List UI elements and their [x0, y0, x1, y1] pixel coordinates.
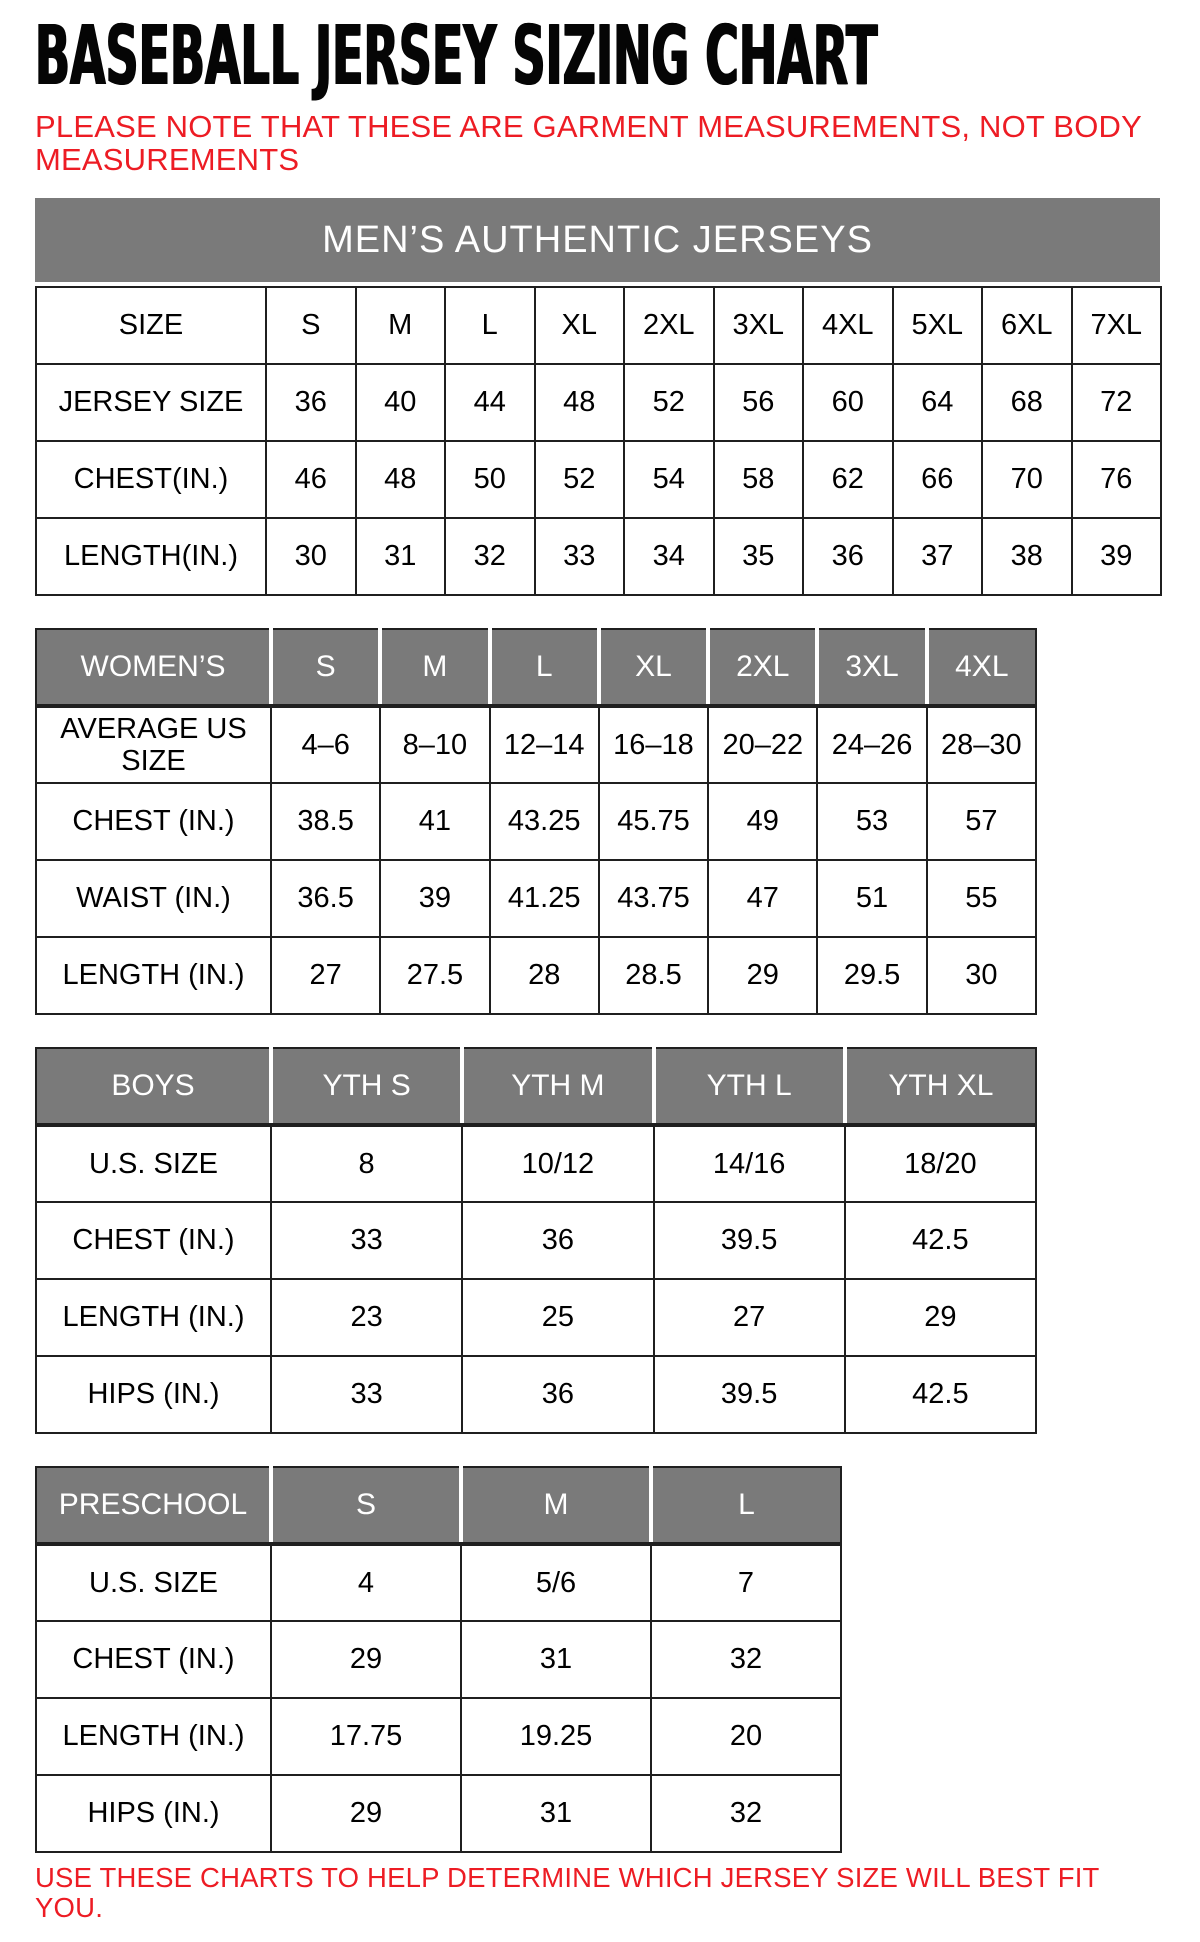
womens-header-cell: S [271, 629, 380, 706]
mens-value-cell: 2XL [624, 287, 714, 364]
womens-header-cell: 2XL [708, 629, 817, 706]
mens-value-cell: XL [535, 287, 625, 364]
preschool-header-row [36, 1467, 841, 1544]
mens-row-label: CHEST(IN.) [36, 441, 266, 518]
mens-value-cell: 76 [1072, 441, 1162, 518]
mens-value-cell: 4XL [803, 287, 893, 364]
mens-banner-title: MEN’S AUTHENTIC JERSEYS [322, 218, 873, 261]
mens-value-cell: 58 [714, 441, 804, 518]
mens-value-cell: 72 [1072, 364, 1162, 441]
mens-sizing-table [35, 286, 1162, 596]
womens-value-cell: 28.5 [599, 937, 708, 1014]
preschool-row-label: LENGTH (IN.) [36, 1698, 271, 1775]
mens-value-cell: L [445, 287, 535, 364]
boys-header-cell: YTH L [654, 1048, 845, 1125]
womens-value-cell: 49 [708, 783, 817, 860]
boys-value-cell: 18/20 [845, 1125, 1036, 1202]
mens-value-cell: 36 [266, 364, 356, 441]
garment-measurements-note [35, 110, 1165, 176]
boys-row [36, 1125, 1036, 1202]
mens-value-cell: 36 [803, 518, 893, 595]
mens-row [36, 518, 1161, 595]
womens-value-cell: 41 [380, 783, 489, 860]
mens-value-cell: 64 [893, 364, 983, 441]
mens-value-cell: 34 [624, 518, 714, 595]
mens-value-cell: 56 [714, 364, 804, 441]
womens-value-cell: 27 [271, 937, 380, 1014]
womens-row [36, 860, 1036, 937]
womens-value-cell: 55 [927, 860, 1036, 937]
mens-value-cell: 32 [445, 518, 535, 595]
preschool-row-label: HIPS (IN.) [36, 1775, 271, 1852]
womens-value-cell: 29 [708, 937, 817, 1014]
boys-row [36, 1356, 1036, 1433]
mens-value-cell: M [356, 287, 446, 364]
mens-value-cell: 46 [266, 441, 356, 518]
mens-row [36, 441, 1161, 518]
womens-row-label: AVERAGE US SIZE [36, 706, 271, 783]
womens-value-cell: 45.75 [599, 783, 708, 860]
mens-row-label: JERSEY SIZE [36, 364, 266, 441]
womens-value-cell: 20–22 [708, 706, 817, 783]
mens-value-cell: 38 [982, 518, 1072, 595]
boys-row-label: U.S. SIZE [36, 1125, 271, 1202]
preschool-table-section [35, 1466, 1165, 1853]
boys-value-cell: 36 [462, 1356, 653, 1433]
womens-value-cell: 28–30 [927, 706, 1036, 783]
womens-value-cell: 47 [708, 860, 817, 937]
boys-row [36, 1202, 1036, 1279]
womens-value-cell: 12–14 [490, 706, 599, 783]
womens-row-label: LENGTH (IN.) [36, 937, 271, 1014]
boys-header-cell: YTH XL [845, 1048, 1036, 1125]
boys-value-cell: 8 [271, 1125, 462, 1202]
womens-value-cell: 16–18 [599, 706, 708, 783]
boys-value-cell: 10/12 [462, 1125, 653, 1202]
mens-value-cell: 31 [356, 518, 446, 595]
mens-value-cell: 39 [1072, 518, 1162, 595]
mens-value-cell: 68 [982, 364, 1072, 441]
womens-row [36, 937, 1036, 1014]
page-title: BASEBALL JERSEY SIZING CHART [35, 9, 878, 104]
mens-value-cell: 33 [535, 518, 625, 595]
womens-sizing-table [35, 628, 1037, 1015]
boys-row-label: CHEST (IN.) [36, 1202, 271, 1279]
mens-value-cell: 60 [803, 364, 893, 441]
preschool-row [36, 1621, 841, 1698]
womens-value-cell: 28 [490, 937, 599, 1014]
boys-row [36, 1279, 1036, 1356]
mens-value-cell: S [266, 287, 356, 364]
preschool-value-cell: 31 [461, 1621, 651, 1698]
womens-value-cell: 27.5 [380, 937, 489, 1014]
boys-header-label: BOYS [36, 1048, 271, 1125]
title-row [35, 9, 1165, 104]
boys-table-section [35, 1047, 1165, 1434]
boys-value-cell: 33 [271, 1202, 462, 1279]
womens-row [36, 706, 1036, 783]
preschool-header-label: PRESCHOOL [36, 1467, 271, 1544]
boys-value-cell: 42.5 [845, 1356, 1036, 1433]
boys-value-cell: 23 [271, 1279, 462, 1356]
womens-value-cell: 39 [380, 860, 489, 937]
boys-value-cell: 14/16 [654, 1125, 845, 1202]
preschool-row-label: CHEST (IN.) [36, 1621, 271, 1698]
preschool-value-cell: 32 [651, 1775, 841, 1852]
garment-note-line-1: PLEASE NOTE THAT THESE ARE GARMENT MEASUREMENTS, NOT BODY [35, 109, 1142, 144]
boys-value-cell: 39.5 [654, 1202, 845, 1279]
preschool-header-cell: L [651, 1467, 841, 1544]
mens-value-cell: 66 [893, 441, 983, 518]
mens-value-cell: 52 [624, 364, 714, 441]
mens-value-cell: 30 [266, 518, 356, 595]
boys-header-cell: YTH M [462, 1048, 653, 1125]
preschool-value-cell: 19.25 [461, 1698, 651, 1775]
womens-value-cell: 51 [817, 860, 926, 937]
womens-value-cell: 41.25 [490, 860, 599, 937]
mens-value-cell: 5XL [893, 287, 983, 364]
boys-value-cell: 27 [654, 1279, 845, 1356]
mens-value-cell: 62 [803, 441, 893, 518]
preschool-value-cell: 20 [651, 1698, 841, 1775]
mens-value-cell: 48 [356, 441, 446, 518]
mens-value-cell: 3XL [714, 287, 804, 364]
mens-value-cell: 35 [714, 518, 804, 595]
womens-row-label: WAIST (IN.) [36, 860, 271, 937]
mens-value-cell: 52 [535, 441, 625, 518]
boys-value-cell: 42.5 [845, 1202, 1036, 1279]
boys-row-label: HIPS (IN.) [36, 1356, 271, 1433]
womens-value-cell: 43.25 [490, 783, 599, 860]
boys-header-row [36, 1048, 1036, 1125]
womens-value-cell: 53 [817, 783, 926, 860]
womens-value-cell: 29.5 [817, 937, 926, 1014]
womens-table-section [35, 628, 1165, 1015]
womens-header-cell: XL [599, 629, 708, 706]
preschool-header-cell: S [271, 1467, 461, 1544]
preschool-value-cell: 31 [461, 1775, 651, 1852]
boys-value-cell: 33 [271, 1356, 462, 1433]
preschool-row [36, 1698, 841, 1775]
womens-header-cell: M [380, 629, 489, 706]
womens-value-cell: 30 [927, 937, 1036, 1014]
mens-value-cell: 7XL [1072, 287, 1162, 364]
preschool-sizing-table [35, 1466, 842, 1853]
womens-value-cell: 57 [927, 783, 1036, 860]
mens-value-cell: 37 [893, 518, 983, 595]
preschool-row [36, 1775, 841, 1852]
mens-value-cell: 50 [445, 441, 535, 518]
preschool-header-cell: M [461, 1467, 651, 1544]
preschool-value-cell: 29 [271, 1621, 461, 1698]
mens-row-label: SIZE [36, 287, 266, 364]
preschool-value-cell: 17.75 [271, 1698, 461, 1775]
mens-banner [35, 198, 1160, 282]
mens-table-section [35, 286, 1165, 596]
mens-row [36, 287, 1161, 364]
mens-row-label: LENGTH(IN.) [36, 518, 266, 595]
womens-value-cell: 36.5 [271, 860, 380, 937]
boys-value-cell: 25 [462, 1279, 653, 1356]
boys-header-cell: YTH S [271, 1048, 462, 1125]
womens-header-row [36, 629, 1036, 706]
boys-value-cell: 29 [845, 1279, 1036, 1356]
boys-row-label: LENGTH (IN.) [36, 1279, 271, 1356]
mens-value-cell: 44 [445, 364, 535, 441]
preschool-row [36, 1544, 841, 1621]
mens-row [36, 364, 1161, 441]
preschool-value-cell: 29 [271, 1775, 461, 1852]
mens-value-cell: 54 [624, 441, 714, 518]
boys-value-cell: 39.5 [654, 1356, 845, 1433]
mens-value-cell: 40 [356, 364, 446, 441]
womens-row [36, 783, 1036, 860]
boys-value-cell: 36 [462, 1202, 653, 1279]
preschool-value-cell: 32 [651, 1621, 841, 1698]
boys-sizing-table [35, 1047, 1037, 1434]
preschool-row-label: U.S. SIZE [36, 1544, 271, 1621]
womens-header-cell: L [490, 629, 599, 706]
preschool-value-cell: 5/6 [461, 1544, 651, 1621]
womens-value-cell: 38.5 [271, 783, 380, 860]
womens-header-label: WOMEN’S [36, 629, 271, 706]
womens-value-cell: 4–6 [271, 706, 380, 783]
mens-value-cell: 48 [535, 364, 625, 441]
preschool-value-cell: 7 [651, 1544, 841, 1621]
womens-row-label: CHEST (IN.) [36, 783, 271, 860]
womens-value-cell: 43.75 [599, 860, 708, 937]
mens-value-cell: 70 [982, 441, 1072, 518]
mens-value-cell: 6XL [982, 287, 1072, 364]
preschool-value-cell: 4 [271, 1544, 461, 1621]
womens-value-cell: 8–10 [380, 706, 489, 783]
womens-header-cell: 3XL [817, 629, 926, 706]
womens-value-cell: 24–26 [817, 706, 926, 783]
womens-header-cell: 4XL [927, 629, 1036, 706]
footer-note: USE THESE CHARTS TO HELP DETERMINE WHICH JERSEY SIZE WILL BEST FIT YOU. [35, 1862, 1100, 1923]
garment-note-line-2: MEASUREMENTS [35, 142, 300, 177]
